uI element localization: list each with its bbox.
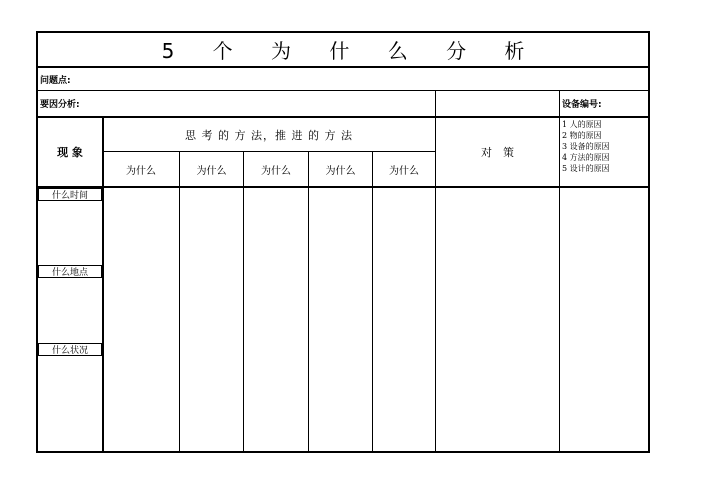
equipment-number-label: 设备编号: [562, 100, 602, 110]
side-label-place: 什么地点 [38, 265, 102, 278]
divider [559, 91, 560, 451]
divider [372, 151, 373, 451]
problem-label: 问题点: [40, 75, 71, 86]
why-column-1: 为什么 [126, 165, 156, 177]
why-column-2: 为什么 [196, 165, 227, 177]
divider [179, 151, 180, 451]
cause-item: 2 物的原因 [562, 131, 602, 140]
factor-analysis-label: 要因分析: [40, 100, 80, 110]
divider [102, 117, 104, 451]
divider [243, 151, 244, 451]
side-label-time: 什么时间 [38, 188, 102, 201]
cause-list [560, 118, 648, 186]
countermeasure-label: 对 策 [481, 146, 514, 159]
divider [38, 186, 648, 188]
form-title: 5 个 为 什 么 分 析 [161, 39, 541, 63]
why-column-5: 为什么 [389, 165, 419, 177]
cause-item: 5 设计的原因 [562, 164, 610, 173]
why-column-4: 为什么 [325, 165, 356, 177]
divider [435, 91, 436, 451]
cause-item: 1 人的原因 [562, 120, 602, 129]
thinking-method-header: 思 考 的 方 法，推 进 的 方 法 [185, 128, 353, 142]
cause-item: 3 设备的原因 [562, 142, 610, 151]
divider [308, 151, 309, 451]
phenomenon-label: 现 象 [57, 146, 83, 159]
side-label-situation: 什么状况 [38, 343, 102, 356]
five-why-form [36, 31, 650, 453]
cause-item: 4 方法的原因 [562, 153, 610, 162]
why-column-3: 为什么 [261, 165, 291, 177]
